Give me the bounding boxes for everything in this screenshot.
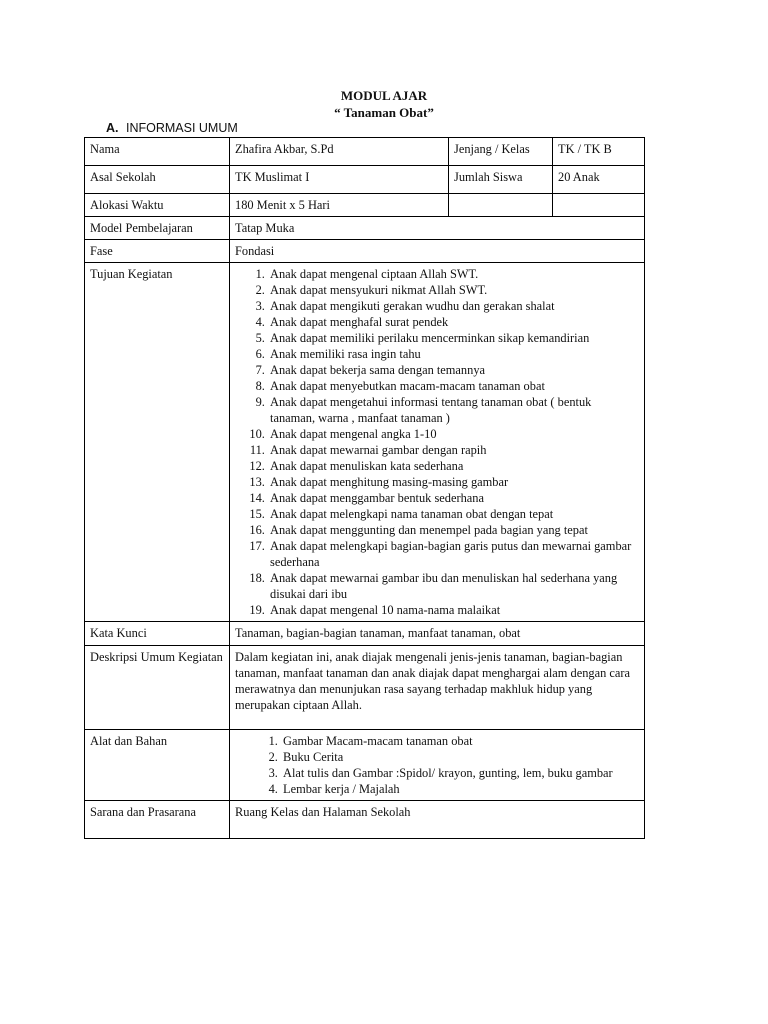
alat-item: 2. Buku Cerita xyxy=(281,749,639,765)
tujuan-item: 10. Anak dapat mengenal angka 1-10 xyxy=(268,426,639,442)
empty-cell xyxy=(449,194,553,217)
tujuan-item: 3. Anak dapat mengikuti gerakan wudhu dan gerakan shalat xyxy=(268,298,639,314)
tujuan-item: 16. Anak dapat menggunting dan menempel pada bagian yang tepat xyxy=(268,522,639,538)
label-deskripsi: Deskripsi Umum Kegiatan xyxy=(85,646,230,730)
value-model: Tatap Muka xyxy=(230,217,645,240)
label-model: Model Pembelajaran xyxy=(85,217,230,240)
tujuan-item: 17. Anak dapat melengkapi bagian-bagian garis putus dan mewarnai gambar sederhana xyxy=(268,538,639,570)
section-letter: A. xyxy=(106,121,119,135)
tujuan-item: 6. Anak memiliki rasa ingin tahu xyxy=(268,346,639,362)
row-fase xyxy=(85,240,645,263)
value-jenjang: TK / TK B xyxy=(553,138,645,166)
value-jumlah-siswa: 20 Anak xyxy=(553,166,645,194)
document-title: MODUL AJAR xyxy=(340,88,428,103)
tujuan-item: 8. Anak dapat menyebutkan macam-macam tanaman obat xyxy=(268,378,639,394)
label-sekolah: Asal Sekolah xyxy=(85,166,230,194)
tujuan-item: 18. Anak dapat mewarnai gambar ibu dan menuliskan hal sederhana yang disukai dari ibu xyxy=(268,570,639,602)
tujuan-item: 7. Anak dapat bekerja sama dengan temannya xyxy=(268,362,639,378)
document-subtitle: “ Tanaman Obat” xyxy=(334,105,434,120)
row-deskripsi xyxy=(85,646,645,730)
section-heading xyxy=(106,121,238,135)
value-sarana: Ruang Kelas dan Halaman Sekolah xyxy=(230,801,645,839)
label-jumlah-siswa: Jumlah Siswa xyxy=(449,166,553,194)
alat-item: 3. Alat tulis dan Gambar :Spidol/ krayon, gunting, lem, buku gambar xyxy=(281,765,639,781)
tujuan-list xyxy=(235,266,639,618)
label-kata-kunci: Kata Kunci xyxy=(85,622,230,646)
label-fase: Fase xyxy=(85,240,230,263)
tujuan-item: 12. Anak dapat menuliskan kata sederhana xyxy=(268,458,639,474)
value-tujuan xyxy=(230,263,645,622)
label-alat: Alat dan Bahan xyxy=(85,730,230,801)
info-table xyxy=(84,137,645,839)
row-nama xyxy=(85,138,645,166)
value-alat xyxy=(230,730,645,801)
alat-item: 1. Gambar Macam-macam tanaman obat xyxy=(281,733,639,749)
value-deskripsi: Dalam kegiatan ini, anak diajak mengenali jenis-jenis tanaman, bagian-bagian tanaman, manfaat tanaman dan anak diajak dapat menghargai alam dengan cara merawatnya dan menunjukan rasa sayang terhadap makhluk hidup yang merupakan ciptaan Allah. xyxy=(230,646,645,730)
value-nama: Zhafira Akbar, S.Pd xyxy=(230,138,449,166)
empty-cell xyxy=(553,194,645,217)
tujuan-item: 19. Anak dapat mengenal 10 nama-nama malaikat xyxy=(268,602,639,618)
label-tujuan: Tujuan Kegiatan xyxy=(85,263,230,622)
row-kata-kunci xyxy=(85,622,645,646)
label-jenjang: Jenjang / Kelas xyxy=(449,138,553,166)
tujuan-item: 9. Anak dapat mengetahui informasi tentang tanaman obat ( bentuk tanaman, warna , manfaat tanaman ) xyxy=(268,394,639,426)
tujuan-item: 2. Anak dapat mensyukuri nikmat Allah SWT. xyxy=(268,282,639,298)
row-alokasi xyxy=(85,194,645,217)
value-fase: Fondasi xyxy=(230,240,645,263)
tujuan-item: 15. Anak dapat melengkapi nama tanaman obat dengan tepat xyxy=(268,506,639,522)
label-sarana: Sarana dan Prasarana xyxy=(85,801,230,839)
tujuan-item: 5. Anak dapat memiliki perilaku mencerminkan sikap kemandirian xyxy=(268,330,639,346)
alat-list xyxy=(235,733,639,797)
value-sekolah: TK Muslimat I xyxy=(230,166,449,194)
row-sekolah xyxy=(85,166,645,194)
value-alokasi: 180 Menit x 5 Hari xyxy=(230,194,449,217)
row-alat xyxy=(85,730,645,801)
value-kata-kunci: Tanaman, bagian-bagian tanaman, manfaat tanaman, obat xyxy=(230,622,645,646)
tujuan-item: 11. Anak dapat mewarnai gambar dengan rapih xyxy=(268,442,639,458)
row-sarana xyxy=(85,801,645,839)
row-model xyxy=(85,217,645,240)
label-nama: Nama xyxy=(85,138,230,166)
tujuan-item: 4. Anak dapat menghafal surat pendek xyxy=(268,314,639,330)
alat-item: 4. Lembar kerja / Majalah xyxy=(281,781,639,797)
tujuan-item: 1. Anak dapat mengenal ciptaan Allah SWT. xyxy=(268,266,639,282)
section-label: INFORMASI UMUM xyxy=(125,121,238,135)
label-alokasi: Alokasi Waktu xyxy=(85,194,230,217)
tujuan-item: 14. Anak dapat menggambar bentuk sederhana xyxy=(268,490,639,506)
row-tujuan xyxy=(85,263,645,622)
tujuan-item: 13. Anak dapat menghitung masing-masing gambar xyxy=(268,474,639,490)
